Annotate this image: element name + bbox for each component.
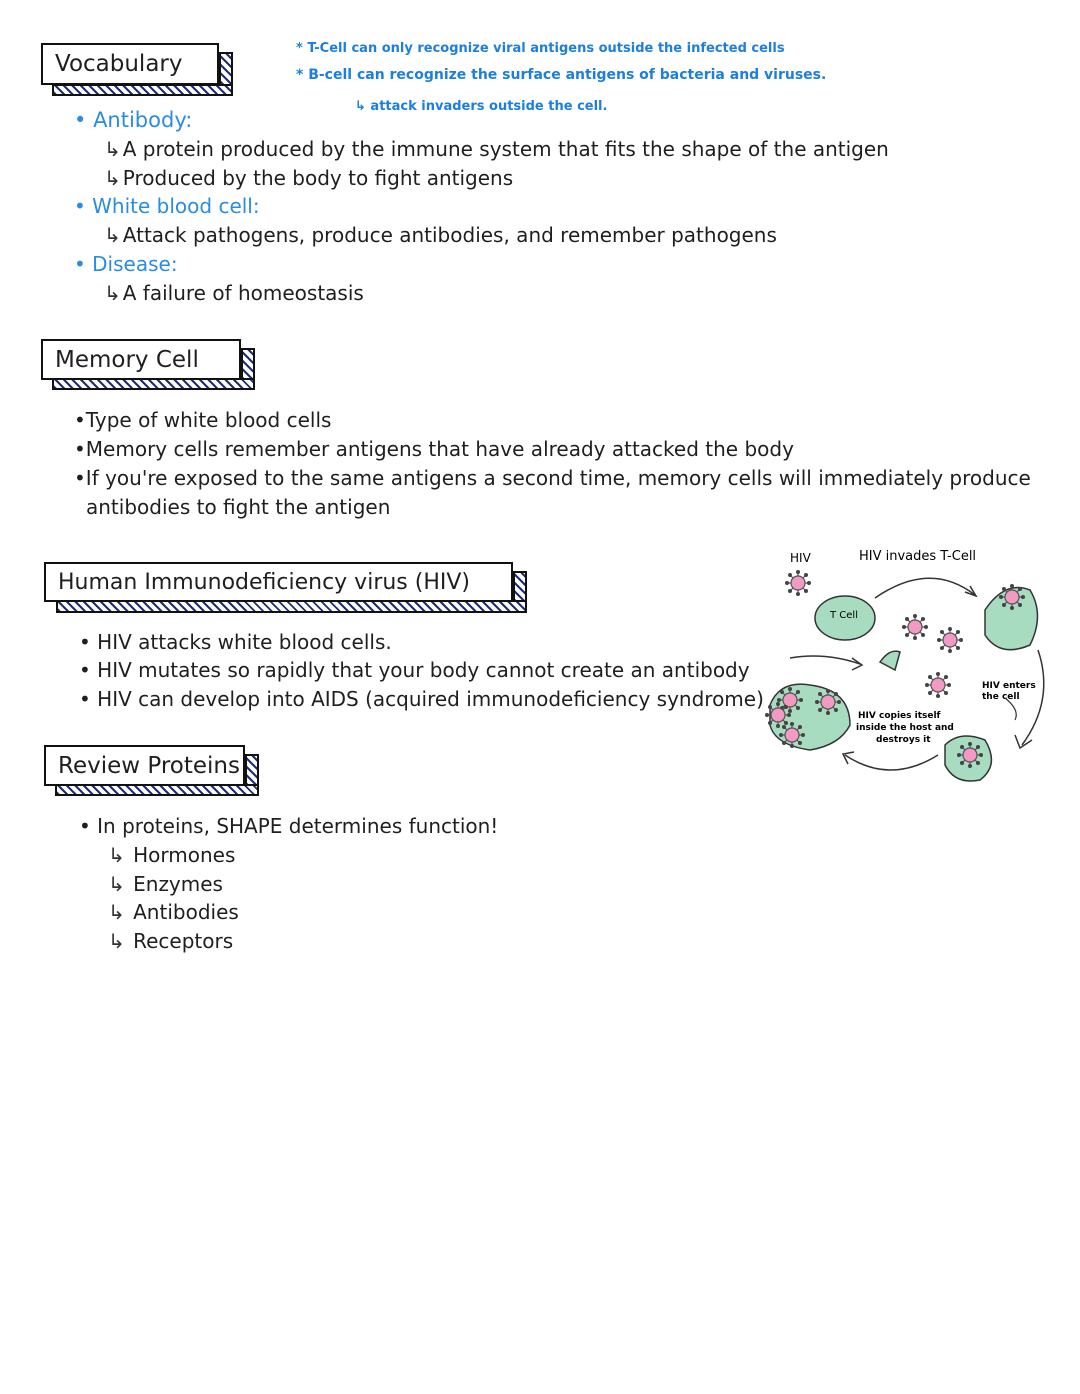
- antibody-def-2: ↳ Produced by the body to fight antigens: [104, 166, 514, 190]
- virus-icon: [937, 627, 963, 653]
- arrow-icon: ↳: [104, 223, 121, 247]
- memory-cell-heading: Memory Cell: [41, 339, 241, 380]
- enters-label-2: the cell: [982, 692, 1020, 702]
- copies-label-1: HIV copies itself: [858, 711, 941, 721]
- disease-term: • Disease:: [74, 252, 178, 276]
- memory-line-3: •If you're exposed to the same antigens a second time, memory cells will immediately produce: [74, 466, 1031, 490]
- virus-icon: [957, 742, 983, 768]
- enters-label-1: HIV enters: [982, 681, 1036, 691]
- arrow-icon: ↳: [108, 900, 125, 924]
- attack-note: ↳ attack invaders outside the cell.: [355, 99, 608, 114]
- hiv-line-1: • HIV attacks white blood cells.: [79, 630, 392, 654]
- memory-line-3b: antibodies to fight the antigen: [86, 495, 391, 519]
- header-shadow-bottom: [52, 84, 233, 96]
- copies-label-2: inside the host and: [856, 723, 954, 733]
- wbc-def: ↳ Attack pathogens, produce antibodies, and remember pathogens: [104, 223, 777, 247]
- virus-icon: [815, 689, 841, 715]
- arrow-icon: ↳: [108, 929, 125, 953]
- memory-line-2: •Memory cells remember antigens that have already attacked the body: [74, 437, 794, 461]
- antibody-def-1: ↳ A protein produced by the immune system that fits the shape of the antigen: [104, 137, 889, 161]
- copies-label-3: destroys it: [876, 735, 931, 745]
- hiv-lifecycle-diagram: [760, 540, 1060, 800]
- virus-icon: [765, 702, 791, 728]
- hiv-heading: Human Immunodeficiency virus (HIV): [44, 562, 513, 602]
- review-item: ↳ Enzymes: [108, 872, 223, 896]
- hiv-label: HIV: [790, 551, 811, 565]
- curved-arrow-icon: ↳: [355, 99, 371, 114]
- review-item: ↳ Hormones: [108, 843, 236, 867]
- arrow-icon: ↳: [104, 281, 121, 305]
- bcell-note: * B-cell can recognize the surface antigens of bacteria and viruses.: [296, 67, 827, 83]
- review-item: ↳ Antibodies: [108, 900, 239, 924]
- tcell-note: * T-Cell can only recognize viral antigens outside the infected cells: [296, 41, 785, 56]
- hiv-line-3: • HIV can develop into AIDS (acquired immunodeficiency syndrome): [79, 687, 764, 711]
- virus-icon: [785, 570, 811, 596]
- virus-icon: [902, 614, 928, 640]
- arrow-icon: ↳: [104, 166, 121, 190]
- vocabulary-heading: Vocabulary: [41, 43, 219, 85]
- arrow-icon: ↳: [108, 843, 125, 867]
- antibody-term: • Antibody:: [74, 108, 193, 132]
- review-proteins-heading: Review Proteins: [44, 745, 245, 786]
- virus-icon: [779, 722, 805, 748]
- virus-icon: [925, 672, 951, 698]
- wbc-term: • White blood cell:: [74, 194, 260, 218]
- virus-icon: [999, 584, 1025, 610]
- review-item: ↳ Receptors: [108, 929, 234, 953]
- arrow-icon: ↳: [108, 872, 125, 896]
- memory-line-1: •Type of white blood cells: [74, 408, 332, 432]
- disease-def: ↳ A failure of homeostasis: [104, 281, 364, 305]
- tcell-label: T Cell: [830, 610, 858, 621]
- cell-fragment: [880, 651, 900, 670]
- invades-label: HIV invades T-Cell: [859, 549, 977, 564]
- review-line-1: • In proteins, SHAPE determines function!: [79, 814, 499, 838]
- hiv-line-2: • HIV mutates so rapidly that your body cannot create an antibody: [79, 658, 750, 682]
- arrow-icon: ↳: [104, 137, 121, 161]
